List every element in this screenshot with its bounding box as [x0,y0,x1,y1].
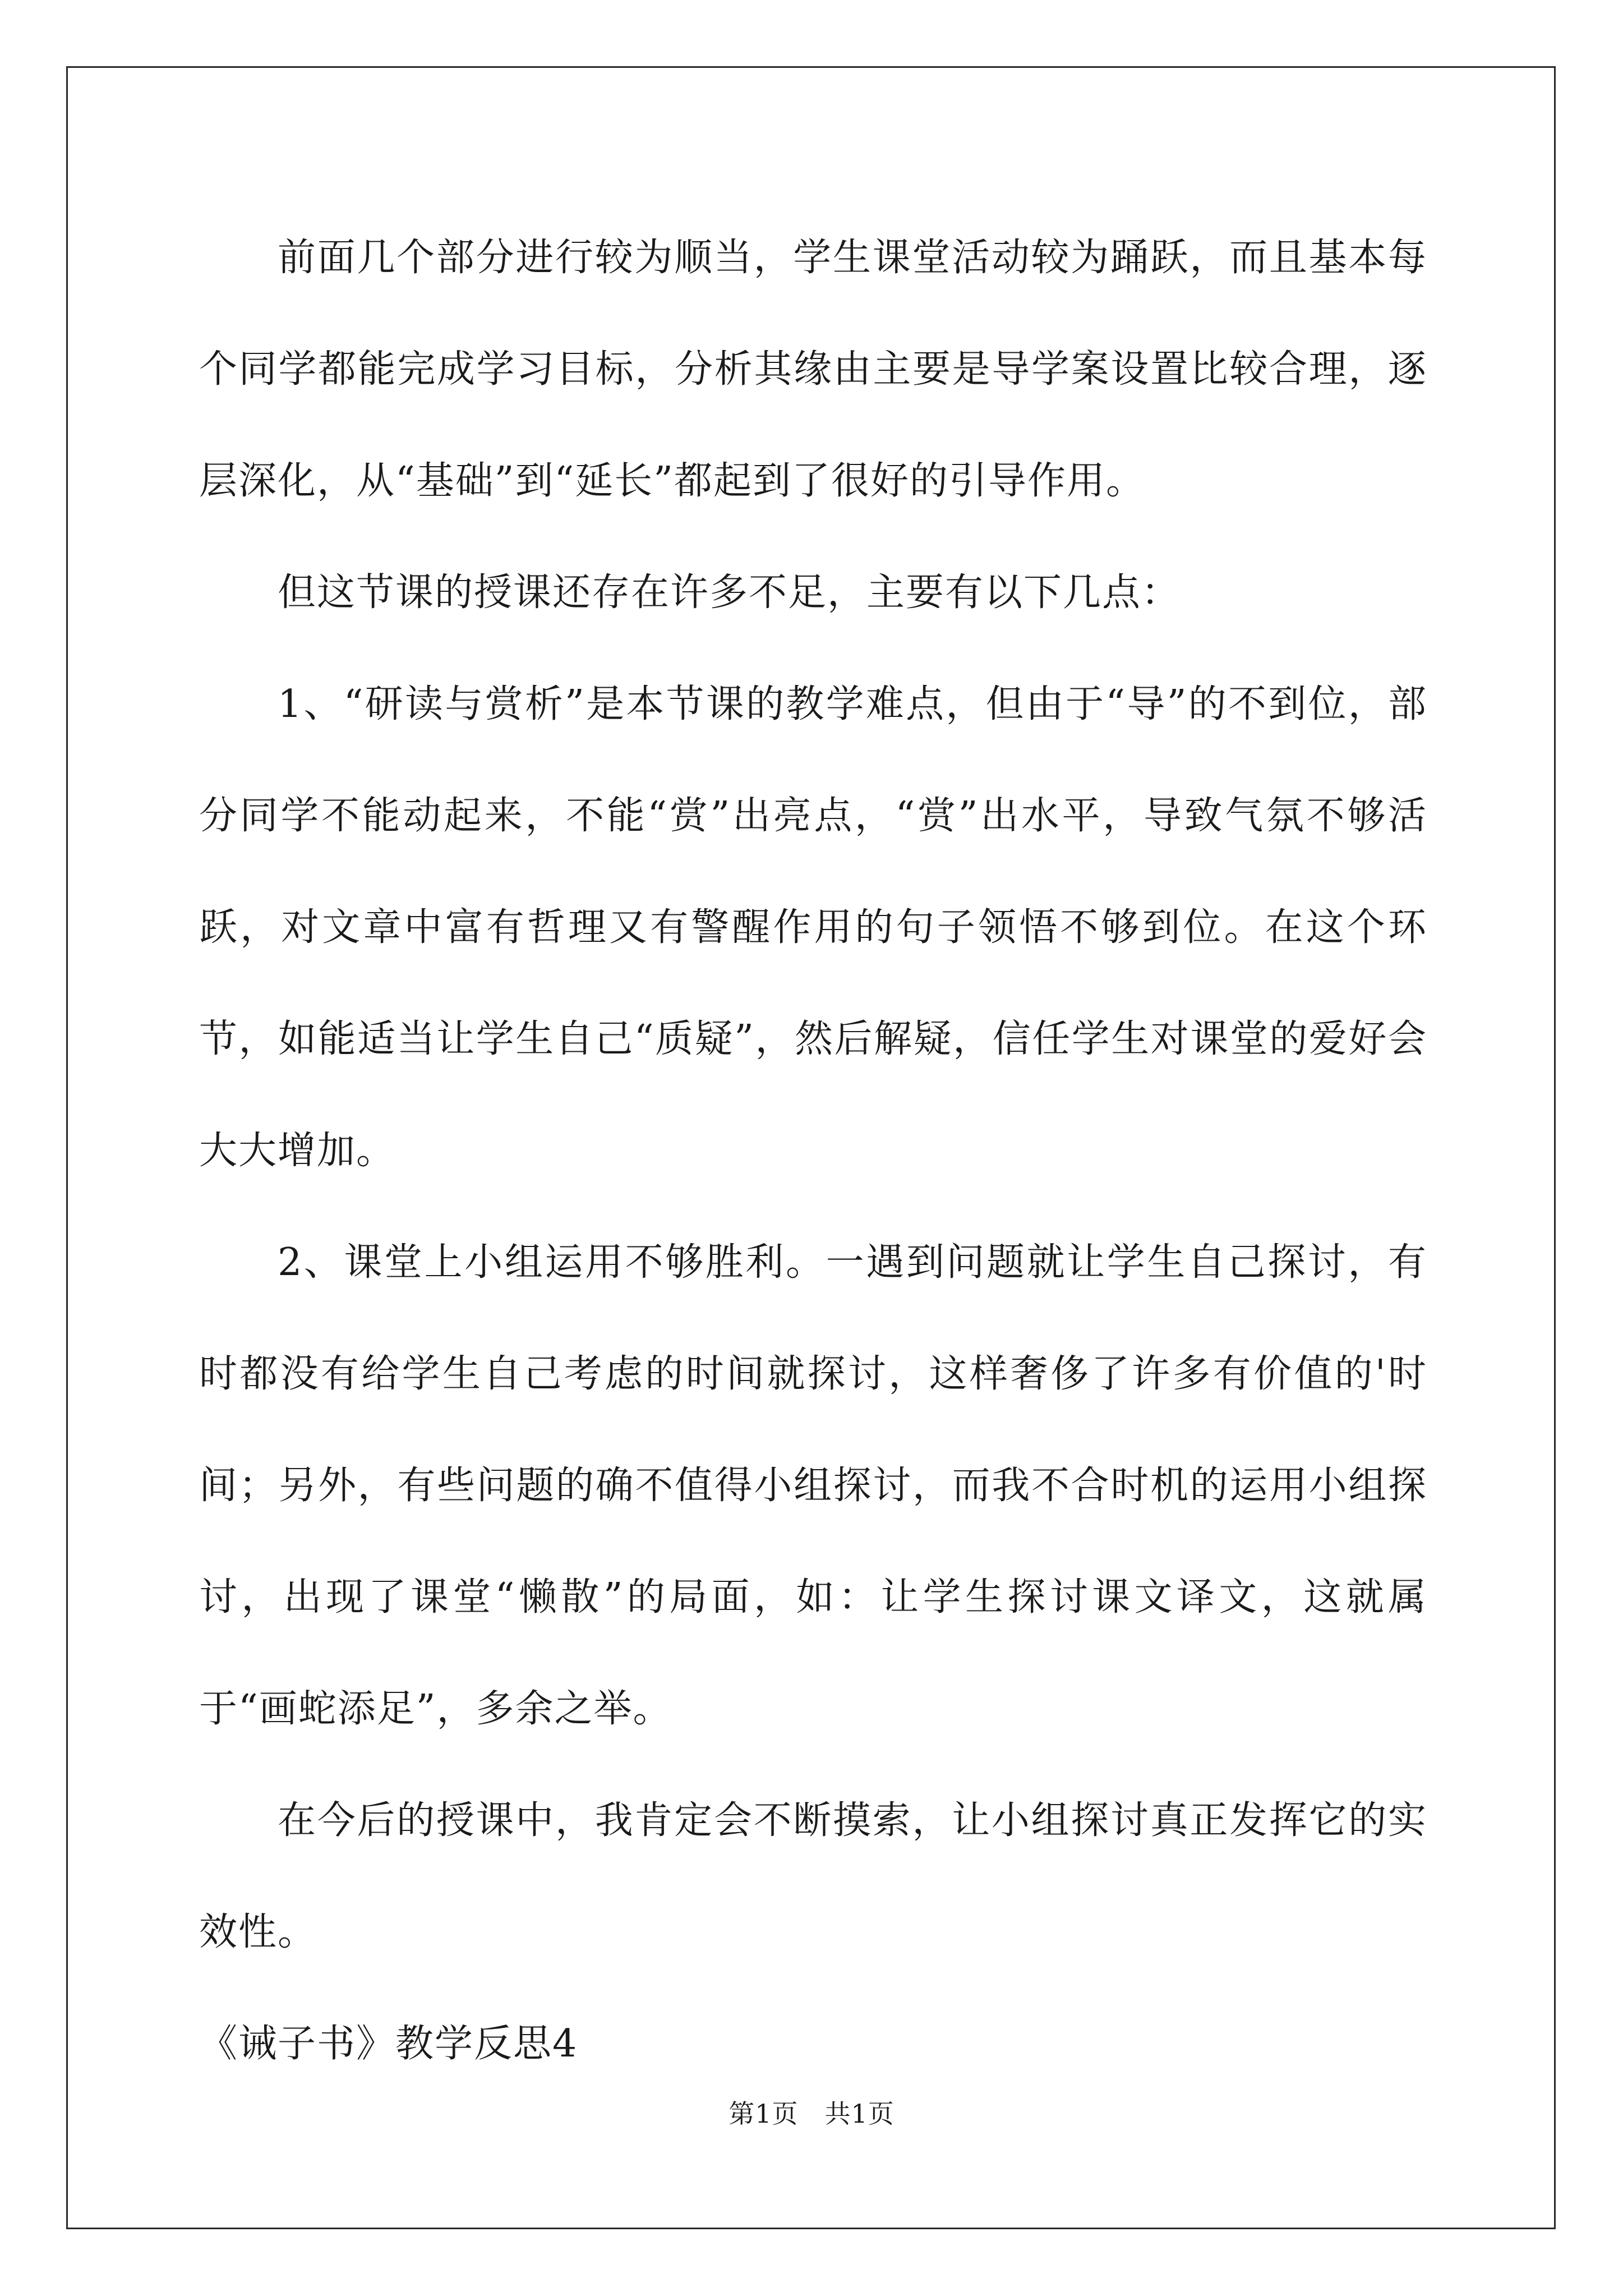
document-body [199,202,1427,2100]
paragraph-4: 2、课堂上小组运用不够胜利。一遇到问题就让学生自己探讨，有时都没有给学生自己考虑的时间就探讨，这样奢侈了许多有价值的'时间；另外，有些问题的确不值得小组探讨，而我不合时机的运用小组探讨，出现了课堂“懒散”的局面，如：让学生探讨课文译文，这就属于“画蛇添足”，多余之举。 [199,1240,1427,1731]
section-heading: 《诫子书》教学反思4 [199,2022,578,2066]
paragraph-1: 前面几个部分进行较为顺当，学生课堂活动较为踊跃，而且基本每个同学都能完成学习目标，分析其缘由主要是导学案设置比较合理，逐层深化，从“基础”到“延长”都起到了很好的引导作用。 [199,236,1427,503]
paragraph-3: 1、“研读与赏析”是本节课的教学难点，但由于“导”的不到位，部分同学不能动起来，不能“赏”出亮点，“赏”出水平，导致气氛不够活跃，对文章中富有哲理又有警醒作用的句子领悟不够到位。在这个环节，如能适当让学生自己“质疑”，然后解疑，信任学生对课堂的爱好会大大增加。 [199,682,1427,1173]
page-footer: 第1页 共1页 [728,2099,895,2129]
paragraph-5: 在今后的授课中，我肯定会不断摸索，让小组探讨真正发挥它的实效性。 [199,1798,1427,1954]
paragraph-2: 但这节课的授课还存在许多不足，主要有以下几点： [278,570,1181,615]
